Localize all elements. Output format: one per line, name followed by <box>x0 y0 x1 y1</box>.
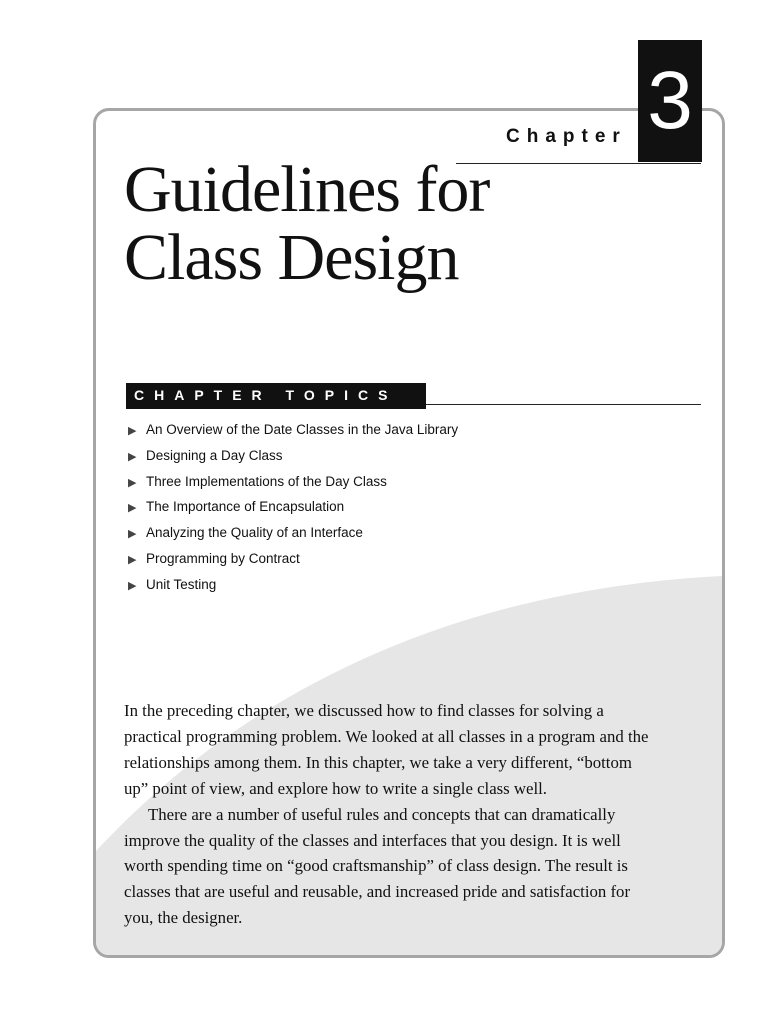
topic-item <box>128 575 458 601</box>
topic-item-text: Programming by Contract <box>146 550 300 566</box>
triangle-bullet-icon: ▶ <box>128 502 137 515</box>
triangle-bullet-icon: ▶ <box>128 553 137 566</box>
topic-item <box>128 446 458 472</box>
topic-item <box>128 497 458 523</box>
topic-item <box>128 420 458 446</box>
topic-item <box>128 549 458 575</box>
chapter-topics-heading: CHAPTER TOPICS <box>126 383 426 409</box>
topic-item-text: Designing a Day Class <box>146 447 283 463</box>
triangle-bullet-icon: ▶ <box>128 450 137 463</box>
triangle-bullet-icon: ▶ <box>128 579 137 592</box>
chapter-label: Chapter <box>506 126 627 147</box>
triangle-bullet-icon: ▶ <box>128 476 137 489</box>
triangle-bullet-icon: ▶ <box>128 425 137 437</box>
chapter-title <box>124 153 490 294</box>
chapter-title-line-1: Guidelines for <box>124 153 490 226</box>
chapter-topics-rule <box>426 404 701 405</box>
chapter-number: 3 <box>638 40 702 162</box>
chapter-topics-list <box>128 420 458 601</box>
body-text <box>124 698 654 931</box>
topic-item-text: Three Implementations of the Day Class <box>146 473 387 489</box>
chapter-title-line-2: Class Design <box>124 221 459 294</box>
triangle-bullet-icon: ▶ <box>128 528 137 541</box>
body-paragraph-2: There are a number of useful rules and concepts that can dramatically improve the quality of the classes and interfaces that you design. It is well worth spending time on “good craftsmanship” of class design. The result is classes that are useful and reusable, and increased pride and satisfaction for you, the designer. <box>124 804 631 928</box>
body-paragraph-1: In the preceding chapter, we discussed how to find classes for solving a practical programming problem. We looked at all classes in a program and the relationships among them. In this chapter, we take a very different, “bottom up” point of view, and explore how to write a single class well. <box>124 701 649 798</box>
topic-item-text: Analyzing the Quality of an Interface <box>146 525 363 541</box>
topic-item-text: Unit Testing <box>146 576 217 592</box>
topic-item <box>128 472 458 498</box>
topic-item-text: The Importance of Encapsulation <box>146 499 345 515</box>
topic-item <box>128 523 458 549</box>
topic-item-text: An Overview of the Date Classes in the Java Library <box>146 422 459 437</box>
chapter-rule <box>456 163 701 164</box>
